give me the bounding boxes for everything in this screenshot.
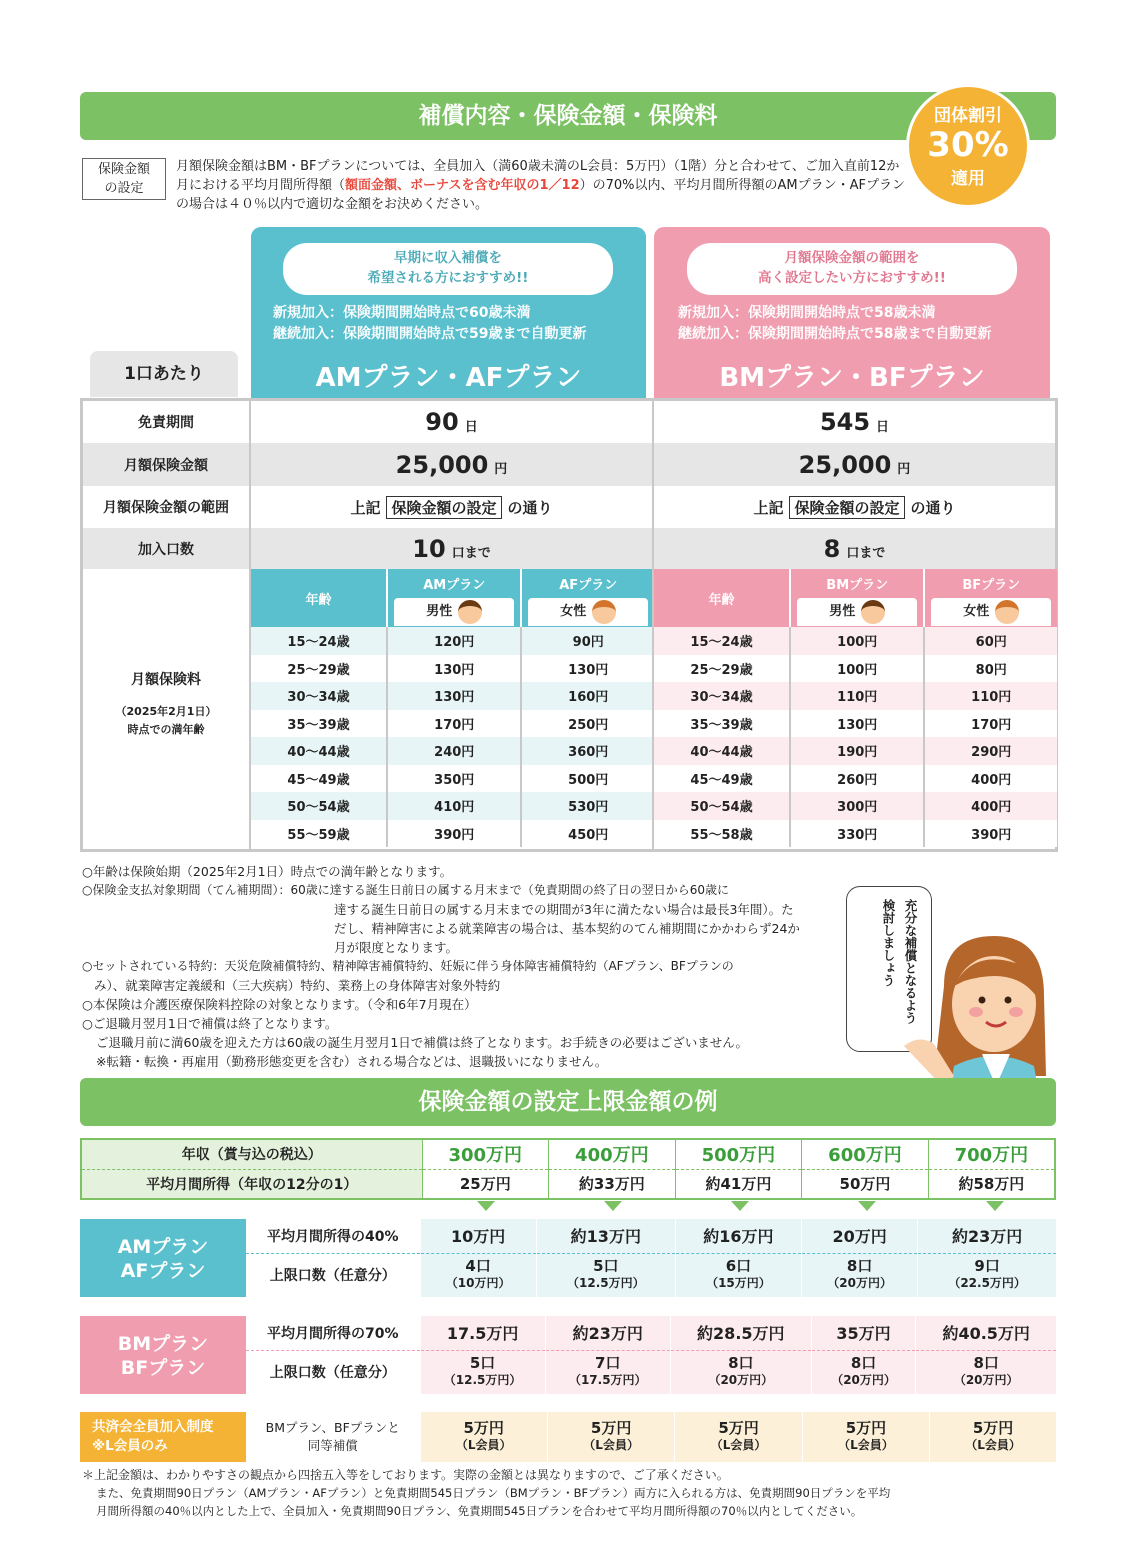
premium-cell: 400円 bbox=[924, 765, 1057, 793]
premium-row bbox=[654, 737, 1057, 765]
am-k-1 bbox=[420, 1253, 536, 1297]
ky-s2: （L会員） bbox=[583, 1438, 639, 1452]
am-example-table bbox=[246, 1219, 1056, 1297]
note-2d: 月が限度となります。 bbox=[334, 940, 459, 955]
premium-row bbox=[251, 682, 654, 710]
am-amount: 25,000 bbox=[395, 450, 489, 479]
bf-female-label: 女性 bbox=[963, 604, 990, 619]
premium-cell: 330円 bbox=[790, 820, 924, 848]
age-cell: 35～39歳 bbox=[654, 710, 790, 738]
premium-cell: 60円 bbox=[924, 627, 1057, 655]
monthly-2: 約33万円 bbox=[549, 1169, 676, 1198]
bm-plan-name: BMプラン・BFプラン bbox=[719, 363, 985, 393]
bm-male-cell bbox=[790, 597, 924, 627]
am-ks5: （22.5万円） bbox=[948, 1276, 1026, 1291]
female-label: 女性 bbox=[560, 604, 587, 619]
note-2: ○保険金支払対象期間（てん補期間）：60歳に達する誕生日前日の属する月末まで（免責期間の終了日の翌日から60歳に bbox=[82, 883, 730, 897]
bm-yen: 円 bbox=[897, 462, 911, 477]
am-age-header: 年齢 bbox=[251, 569, 387, 627]
am-k3: 6口 bbox=[725, 1257, 752, 1276]
am-kuchi-value bbox=[249, 528, 652, 569]
badge-percent: 30% bbox=[927, 125, 1009, 165]
ky-v-4 bbox=[802, 1412, 929, 1462]
label-menseki: 免責期間 bbox=[138, 415, 194, 431]
ky-s3: （L会員） bbox=[710, 1438, 767, 1452]
premium-cell: 390円 bbox=[387, 820, 521, 848]
premium-cell: 250円 bbox=[521, 710, 654, 738]
age-cell: 50～54歳 bbox=[251, 792, 387, 820]
premium-row bbox=[654, 765, 1057, 793]
badge-line3: 適用 bbox=[951, 169, 985, 189]
am-renew: 継続加入：保険期間開始時点で59歳まで自動更新 bbox=[273, 326, 587, 342]
premium-cell: 500円 bbox=[521, 765, 654, 793]
am-k-5 bbox=[918, 1253, 1056, 1297]
bm-k1: 5口 bbox=[469, 1354, 496, 1373]
setting-label-2: の設定 bbox=[104, 181, 144, 196]
premium-cell: 190円 bbox=[790, 737, 924, 765]
am-k2: 5口 bbox=[593, 1257, 619, 1276]
bm-ks5: （20万円） bbox=[953, 1373, 1019, 1388]
bm-male-label: 男性 bbox=[829, 604, 856, 619]
premium-cell: 400円 bbox=[924, 792, 1057, 820]
bm-plan-header bbox=[654, 227, 1050, 399]
ky-r1: BMプラン、BFプランと bbox=[265, 1420, 400, 1435]
premium-row bbox=[251, 737, 654, 765]
am-v1-5: 約23万円 bbox=[918, 1219, 1056, 1253]
am-frame: 保険金額の設定 bbox=[386, 496, 501, 519]
am-k5: 9口 bbox=[974, 1257, 1000, 1276]
premium-cell: 300円 bbox=[790, 792, 924, 820]
monthly-4: 50万円 bbox=[802, 1169, 929, 1198]
bm-renew: 継続加入：保険期間開始時点で58歳まで自動更新 bbox=[678, 326, 992, 342]
ky-v5: 5万円 bbox=[972, 1419, 1014, 1437]
down-arrows bbox=[420, 1201, 1056, 1213]
premium-row bbox=[654, 655, 1057, 683]
label-kuchi: 加入口数 bbox=[138, 541, 194, 558]
bf-female-plan: BFプラン bbox=[924, 569, 1057, 597]
premium-cell: 130円 bbox=[790, 710, 924, 738]
note-2c: だし、精神障害による就業障害の場合は、基本契約のてん補期間にかかわらず24か bbox=[334, 921, 800, 936]
premium-cell: 80円 bbox=[924, 655, 1057, 683]
premium-cell: 450円 bbox=[521, 820, 654, 848]
premium-cell: 130円 bbox=[387, 655, 521, 683]
bm-recommend-pill bbox=[687, 243, 1017, 295]
nenshu-label: 年収（賞与込の税込） bbox=[82, 1140, 422, 1169]
bm-eligibility bbox=[678, 303, 991, 345]
income-5: 700万円 bbox=[928, 1140, 1054, 1169]
per-unit-tab bbox=[90, 351, 238, 397]
bm-frame: 保険金額の設定 bbox=[789, 496, 904, 519]
note-2b: 達する誕生日前日の属する月末までの期間が3年に満たない場合は最長3年間）。た bbox=[334, 902, 794, 917]
woman-face-icon bbox=[592, 600, 616, 624]
male-label: 男性 bbox=[426, 604, 453, 619]
am-k1: 4口 bbox=[465, 1257, 491, 1276]
am-pill-line1: 早期に収入補償を bbox=[394, 250, 502, 266]
bm-v1-4: 35万円 bbox=[811, 1316, 916, 1350]
ky-v1: 5万円 bbox=[463, 1419, 504, 1437]
bm-age-header: 年齢 bbox=[654, 569, 790, 627]
bm-kuchi: 8 bbox=[823, 534, 841, 563]
bf-female-cell bbox=[924, 597, 1057, 627]
am-plan-header bbox=[251, 227, 646, 399]
bm-v1-5: 約40.5万円 bbox=[916, 1316, 1056, 1350]
am-k-3 bbox=[675, 1253, 801, 1297]
am-r1-label: 平均月間所得の40% bbox=[246, 1219, 420, 1253]
am-days: 90 bbox=[425, 408, 459, 436]
am-ks1: （10万円） bbox=[445, 1276, 511, 1291]
age-cell: 15～24歳 bbox=[251, 627, 387, 655]
setting-text-highlight: 額面金額、ボーナスを含む年収の1／12 bbox=[345, 178, 580, 193]
bm-ks4: （20万円） bbox=[831, 1373, 896, 1388]
setting-text-b: ）の70%以内、平均月間所得額のAMプラン・AFプランの場合は４０％以内で適切な金額をお決めください。 bbox=[176, 178, 906, 212]
bm-ex-l2: BFプラン bbox=[120, 1357, 206, 1379]
bm-example-label bbox=[80, 1316, 246, 1394]
bm-ks3: （20万円） bbox=[708, 1373, 774, 1388]
income-header bbox=[80, 1138, 1056, 1200]
premium-cell: 240円 bbox=[387, 737, 521, 765]
premium-row bbox=[654, 710, 1057, 738]
premium-cell: 530円 bbox=[521, 792, 654, 820]
bm-v1-3: 約28.5万円 bbox=[670, 1316, 811, 1350]
am-ks4: （20万円） bbox=[827, 1276, 892, 1291]
note-4: ○本保険は介護医療保険料控除の対象となります。（令和6年7月現在） bbox=[82, 997, 477, 1012]
label-ryo bbox=[83, 569, 249, 849]
bm-k-2 bbox=[545, 1350, 670, 1394]
notes bbox=[82, 862, 842, 1071]
woman-face-icon bbox=[995, 600, 1019, 624]
am-yen: 円 bbox=[494, 462, 508, 477]
premium-cell: 170円 bbox=[924, 710, 1057, 738]
af-female-cell bbox=[521, 597, 654, 627]
am-ex-l2: AFプラン bbox=[120, 1260, 206, 1282]
note-5c: ※転籍・転換・再雇用（勤務形態変更を含む）される場合などは、退職扱いになりません。 bbox=[96, 1054, 608, 1069]
ky-v-3 bbox=[675, 1412, 802, 1462]
bm-r1-label: 平均月間所得の70% bbox=[246, 1316, 420, 1350]
badge-line1: 団体割引 bbox=[934, 106, 1002, 126]
bm-ex-l1: BMプラン bbox=[117, 1333, 209, 1355]
bm-k-5 bbox=[916, 1350, 1056, 1394]
bm-k-1 bbox=[420, 1350, 545, 1394]
note-3: ○セットされている特約：天災危険補償特約、精神障害補償特約、妊娠に伴う身体障害補償特約（AFプラン、BFプランの bbox=[82, 959, 734, 973]
bm-k3: 8口 bbox=[728, 1354, 754, 1373]
age-cell: 30～34歳 bbox=[251, 682, 387, 710]
label-hani: 月額保険金額の範囲 bbox=[103, 500, 229, 516]
am-new: 新規加入：保険期間開始時点で60歳未満 bbox=[273, 305, 531, 321]
bm-v1-1: 17.5万円 bbox=[420, 1316, 545, 1350]
man-face-icon bbox=[458, 600, 482, 624]
income-3: 500万円 bbox=[675, 1140, 802, 1169]
bm-k2: 7口 bbox=[595, 1354, 621, 1373]
am-gaku-value bbox=[249, 443, 652, 486]
ky-v-1 bbox=[420, 1412, 547, 1462]
bm-amount: 25,000 bbox=[798, 450, 892, 479]
am-k4: 8口 bbox=[846, 1257, 873, 1276]
age-cell: 55～58歳 bbox=[654, 820, 790, 848]
af-female-plan: AFプラン bbox=[521, 569, 654, 597]
premium-row bbox=[251, 792, 654, 820]
bm-k-3 bbox=[670, 1350, 811, 1394]
bm-tori: の通り bbox=[910, 498, 956, 517]
age-cell: 45～49歳 bbox=[654, 765, 790, 793]
am-male-cell bbox=[387, 597, 521, 627]
ryo-sub1: （2025年2月1日） bbox=[115, 705, 217, 718]
bm-ks1: （12.5万円） bbox=[443, 1373, 522, 1388]
am-kijo: 上記 bbox=[350, 498, 381, 517]
premium-row bbox=[251, 820, 654, 848]
section2-title: 保険金額の設定上限金額の例 bbox=[418, 1089, 718, 1115]
bm-new: 新規加入：保険期間開始時点で58歳未満 bbox=[678, 305, 936, 321]
coverage-table bbox=[80, 398, 1058, 852]
note-1: ○年齢は保険始期（2025年2月1日）時点での満年齢となります。 bbox=[82, 864, 453, 879]
bm-k5: 8口 bbox=[973, 1354, 999, 1373]
premium-row bbox=[654, 682, 1057, 710]
heikin-label: 平均月間所得（年収の12分の1） bbox=[82, 1169, 422, 1198]
age-cell: 25～29歳 bbox=[251, 655, 387, 683]
label-gaku: 月額保険金額 bbox=[124, 457, 208, 474]
kyosai-table bbox=[246, 1412, 1056, 1462]
bm-menseki-value bbox=[652, 401, 1055, 443]
premium-cell: 350円 bbox=[387, 765, 521, 793]
kyosai-example-block bbox=[80, 1412, 1056, 1462]
income-4: 600万円 bbox=[802, 1140, 929, 1169]
footer-notes bbox=[82, 1466, 1056, 1520]
foot-1: ＊上記金額は、わかりやすさの観点から四捨五入等をしております。実際の金額とは異なりますので、ご了承ください。 bbox=[82, 1468, 729, 1482]
bm-kuchimade: 口まで bbox=[846, 546, 886, 561]
income-table bbox=[82, 1140, 1054, 1198]
am-recommend-pill bbox=[283, 243, 613, 295]
ky-r2: 同等補償 bbox=[307, 1438, 358, 1453]
bm-kijo: 上記 bbox=[753, 498, 784, 517]
premium-cell: 110円 bbox=[924, 682, 1057, 710]
section2-title-bar bbox=[80, 1078, 1056, 1126]
note-3b: み）、就業障害定義緩和（三大疾病）特約、業務上の身体障害対象外特約 bbox=[94, 978, 501, 993]
am-hani-value bbox=[249, 486, 652, 528]
am-r2-label: 上限口数（任意分） bbox=[246, 1253, 420, 1297]
foot-3: 月間所得額の40％以内とした上で、全員加入・免責期間90日プラン、免責期間545日プランを合わせて平均月間所得額の70％以内としてください。 bbox=[96, 1504, 863, 1518]
ky-v2: 5万円 bbox=[590, 1419, 632, 1437]
monthly-1: 25万円 bbox=[422, 1169, 549, 1198]
ky-l2: ※L会員のみ bbox=[92, 1438, 168, 1454]
premium-cell: 390円 bbox=[924, 820, 1057, 848]
premium-cell: 170円 bbox=[387, 710, 521, 738]
premium-cell: 100円 bbox=[790, 655, 924, 683]
premium-row bbox=[251, 710, 654, 738]
setting-label-1: 保険金額 bbox=[97, 162, 150, 177]
bm-pill-line1: 月額保険金額の範囲を bbox=[784, 250, 920, 266]
age-cell: 45～49歳 bbox=[251, 765, 387, 793]
am-kuchi: 10 bbox=[412, 534, 446, 563]
am-premium-table bbox=[251, 569, 654, 847]
am-plan-name: AMプラン・AFプラン bbox=[315, 363, 582, 393]
bm-v1-2: 約23万円 bbox=[545, 1316, 670, 1350]
ky-s4: （L会員） bbox=[838, 1438, 894, 1452]
ky-v3: 5万円 bbox=[718, 1419, 759, 1437]
note-5: ○ご退職月翌月1日で補償は終了となります。 bbox=[82, 1016, 338, 1031]
group-discount-badge bbox=[906, 84, 1030, 208]
premium-row bbox=[251, 765, 654, 793]
bm-k4: 8口 bbox=[850, 1354, 877, 1373]
ky-v-2 bbox=[547, 1412, 674, 1462]
premium-row bbox=[251, 627, 654, 655]
bm-k-4 bbox=[811, 1350, 916, 1394]
bm-kuchi-value bbox=[652, 528, 1055, 569]
bm-example-block bbox=[80, 1316, 1056, 1394]
am-menseki-value bbox=[249, 401, 652, 443]
section-title: 補償内容・保険金額・保険料 bbox=[418, 103, 718, 129]
bm-premium-block bbox=[652, 569, 1055, 849]
ky-v-5 bbox=[930, 1412, 1056, 1462]
am-day-unit: 日 bbox=[464, 419, 478, 435]
am-ks3: （15万円） bbox=[706, 1276, 771, 1291]
ky-r-label bbox=[246, 1412, 420, 1462]
am-example-block bbox=[80, 1219, 1056, 1297]
bm-days: 545 bbox=[819, 408, 871, 436]
am-pill-line2: 希望される方におすすめ!! bbox=[367, 270, 529, 286]
age-cell: 30～34歳 bbox=[654, 682, 790, 710]
am-ks2: （12.5万円） bbox=[567, 1276, 645, 1291]
premium-cell: 410円 bbox=[387, 792, 521, 820]
age-cell: 40～44歳 bbox=[654, 737, 790, 765]
bm-premium-table bbox=[654, 569, 1057, 847]
premium-cell: 160円 bbox=[521, 682, 654, 710]
age-cell: 55～59歳 bbox=[251, 820, 387, 848]
premium-cell: 110円 bbox=[790, 682, 924, 710]
income-2: 400万円 bbox=[549, 1140, 676, 1169]
premium-cell: 120円 bbox=[387, 627, 521, 655]
premium-cell: 100円 bbox=[790, 627, 924, 655]
ky-s5: （L会員） bbox=[965, 1438, 1021, 1452]
monthly-3: 約41万円 bbox=[675, 1169, 802, 1198]
income-1: 300万円 bbox=[422, 1140, 549, 1169]
kyosai-label bbox=[80, 1412, 246, 1462]
ryo-title: 月額保険料 bbox=[131, 672, 201, 688]
am-v1-4: 20万円 bbox=[801, 1219, 917, 1253]
age-cell: 35～39歳 bbox=[251, 710, 387, 738]
am-tori: の通り bbox=[507, 498, 553, 517]
setting-label-box bbox=[82, 158, 166, 200]
bm-ks2: （17.5万円） bbox=[568, 1373, 647, 1388]
premium-cell: 130円 bbox=[521, 655, 654, 683]
ky-s1: （L会員） bbox=[455, 1438, 512, 1452]
bm-example-table bbox=[246, 1316, 1056, 1394]
am-v1-3: 約16万円 bbox=[675, 1219, 801, 1253]
man-face-icon bbox=[861, 600, 885, 624]
bubble-line2: 検討しましょう bbox=[881, 899, 896, 987]
age-cell: 25～29歳 bbox=[654, 655, 790, 683]
am-k-2 bbox=[536, 1253, 675, 1297]
age-cell: 40～44歳 bbox=[251, 737, 387, 765]
am-male-plan: AMプラン bbox=[387, 569, 521, 597]
ky-l1: 共済会全員加入制度 bbox=[92, 1419, 214, 1435]
per-unit-label: 1口あたり bbox=[124, 364, 204, 384]
am-kuchimade: 口まで bbox=[451, 546, 491, 561]
age-cell: 50～54歳 bbox=[654, 792, 790, 820]
premium-cell: 260円 bbox=[790, 765, 924, 793]
bm-gaku-value bbox=[652, 443, 1055, 486]
monthly-5: 約58万円 bbox=[928, 1169, 1054, 1198]
age-cell: 15～24歳 bbox=[654, 627, 790, 655]
bubble-line1: 充分な補償となるよう bbox=[903, 899, 918, 1024]
am-ex-l1: AMプラン bbox=[117, 1236, 209, 1258]
am-eligibility bbox=[273, 303, 586, 345]
ky-v4: 5万円 bbox=[845, 1419, 887, 1437]
bm-pill-line2: 高く設定したい方におすすめ!! bbox=[758, 270, 946, 286]
am-premium-block bbox=[249, 569, 652, 849]
premium-row bbox=[251, 655, 654, 683]
premium-cell: 130円 bbox=[387, 682, 521, 710]
am-example-label bbox=[80, 1219, 246, 1297]
am-v1-2: 約13万円 bbox=[536, 1219, 675, 1253]
premium-row bbox=[654, 820, 1057, 848]
setting-text-a: 月額保険金額はBM・BFプランについては、全員加入（満60歳未満のL会員：5万円）（1階）分と合わせて、ご加入直前12か月における平均月間所得額（ bbox=[176, 159, 900, 193]
bm-hani-value bbox=[652, 486, 1055, 528]
bm-r2-label: 上限口数（任意分） bbox=[246, 1350, 420, 1394]
bm-day-unit: 日 bbox=[876, 419, 890, 435]
am-v1-1: 10万円 bbox=[420, 1219, 536, 1253]
am-k-4 bbox=[801, 1253, 917, 1297]
premium-cell: 290円 bbox=[924, 737, 1057, 765]
bm-male-plan: BMプラン bbox=[790, 569, 924, 597]
ryo-sub2: 時点での満年齢 bbox=[127, 723, 205, 736]
setting-text bbox=[176, 157, 906, 214]
note-5b: ご退職月前に満60歳を迎えた方は60歳の誕生月翌月1日で補償は終了となります。お手続きの必要はございません。 bbox=[96, 1035, 749, 1050]
premium-row bbox=[654, 792, 1057, 820]
premium-row bbox=[654, 627, 1057, 655]
foot-2: また、免責期間90日プラン（AMプラン・AFプラン）と免責期間545日プラン（BMプラン・BFプラン）両方に入られる方は、免責期間90日プランを平均 bbox=[96, 1486, 891, 1500]
premium-cell: 360円 bbox=[521, 737, 654, 765]
premium-cell: 90円 bbox=[521, 627, 654, 655]
